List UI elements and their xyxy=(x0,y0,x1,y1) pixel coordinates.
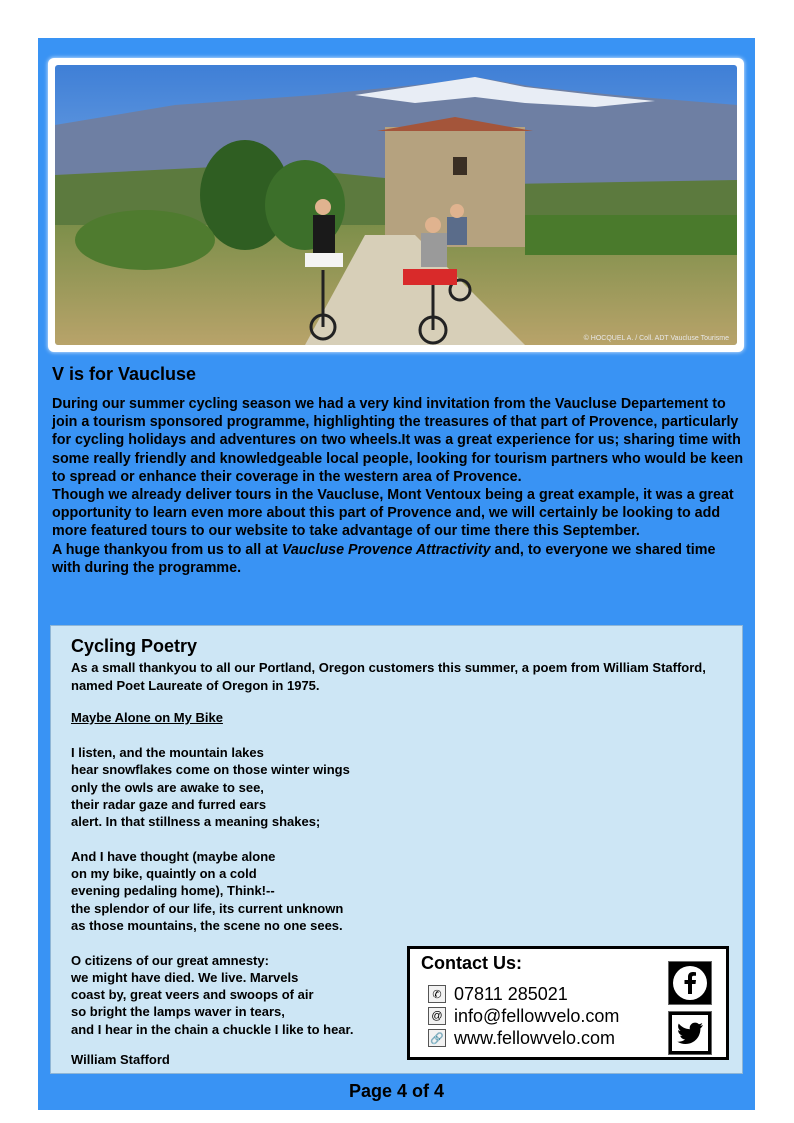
poem-line: I listen, and the mountain lakes xyxy=(71,745,264,760)
poem-line: their radar gaze and furred ears xyxy=(71,796,267,812)
poem-line: evening pedaling home), Think!-- xyxy=(71,883,275,899)
poem-stanza xyxy=(71,744,353,830)
facebook-button[interactable] xyxy=(668,961,712,1005)
thanks-text-end: and, to everyone we shared time with during the programme. xyxy=(52,541,716,576)
poem-title: Maybe Alone on My Bike xyxy=(71,710,223,725)
article-paragraph: Though we already deliver tours in the Vaucluse, Mont Ventoux being a great example, it was a great opportunity to learn even more about this part of Provence and, we will certainly be looking to add more featured tours to our website to take advantage of our time there this September. xyxy=(52,487,734,540)
poem-line: alert. In that stillness a meaning shakes; xyxy=(71,814,321,830)
website-link[interactable]: www.fellowvelo.com xyxy=(454,1027,616,1048)
poem-stanza xyxy=(71,952,353,1038)
poem-line: we might have died. We live. Marvels xyxy=(71,969,299,985)
poetry-section xyxy=(50,625,743,1074)
poem-line: hear snowflakes come on those winter wings xyxy=(71,762,350,778)
thanks-text: A huge thankyou from us to all at xyxy=(52,541,282,558)
organisation-name: Vaucluse Provence Attractivity xyxy=(281,541,491,558)
twitter-button[interactable] xyxy=(668,1011,712,1055)
facebook-icon xyxy=(672,965,708,1001)
poem-line: as those mountains, the scene no one sees. xyxy=(71,917,343,933)
poem xyxy=(71,744,353,1055)
twitter-icon xyxy=(672,1015,708,1051)
contact-email[interactable] xyxy=(428,1005,619,1027)
phone-number[interactable]: 07811 285021 xyxy=(454,983,568,1004)
poem-line: and I hear in the chain a chuckle I like to hear. xyxy=(71,1021,354,1037)
poem-stanza xyxy=(71,848,353,934)
article-paragraph xyxy=(52,541,744,577)
email-link[interactable]: info@fellowvelo.com xyxy=(454,1005,620,1026)
photo-credit: © HOCQUEL A. / Coll. ADT Vaucluse Tourisme xyxy=(583,335,729,342)
contact-box xyxy=(407,946,729,1060)
poem-line: on my bike, quaintly on a cold xyxy=(71,866,257,882)
newsletter-page xyxy=(38,38,755,1110)
article-paragraph: During our summer cycling season we had a very kind invitation from the Vaucluse Departement to join a tourism sponsored programme, highlighting the treasures of that part of Provence, particularly for cycling holidays and adventures on two wheels.It was a great experience for us; sharing time with some really friendly and knowledgeable local people, looking for tourism partners who would be keen to spread or enhance their coverage in the western area of Provence. xyxy=(52,396,744,485)
phone-icon: ✆ xyxy=(428,985,446,1003)
link-icon: 🔗 xyxy=(428,1029,446,1047)
contact-phone[interactable] xyxy=(428,983,568,1005)
photo-frame xyxy=(48,58,744,352)
poem-line: And I have thought (maybe alone xyxy=(71,848,276,864)
poem-line: so bright the lamps waver in tears, xyxy=(71,1004,285,1020)
poem-line: the splendor of our life, its current unknown xyxy=(71,900,344,916)
cycling-photo xyxy=(55,65,737,345)
email-icon: @ xyxy=(428,1007,446,1025)
poem-line: O citizens of our great amnesty: xyxy=(71,952,269,968)
article-title: V is for Vaucluse xyxy=(52,364,197,384)
poetry-title: Cycling Poetry xyxy=(71,636,198,656)
article-body xyxy=(52,395,744,577)
poem-line: coast by, great veers and swoops of air xyxy=(71,987,314,1003)
poem-author: William Stafford xyxy=(71,1052,170,1067)
poetry-intro: As a small thankyou to all our Portland, Oregon customers this summer, a poem from William Stafford, named Poet Laureate of Oregon in 1975. xyxy=(71,660,706,693)
contact-title: Contact Us: xyxy=(421,953,523,973)
page-number: Page 4 of 4 xyxy=(348,1081,445,1101)
poem-line: only the owls are awake to see, xyxy=(71,779,264,795)
contact-website[interactable] xyxy=(428,1027,615,1049)
